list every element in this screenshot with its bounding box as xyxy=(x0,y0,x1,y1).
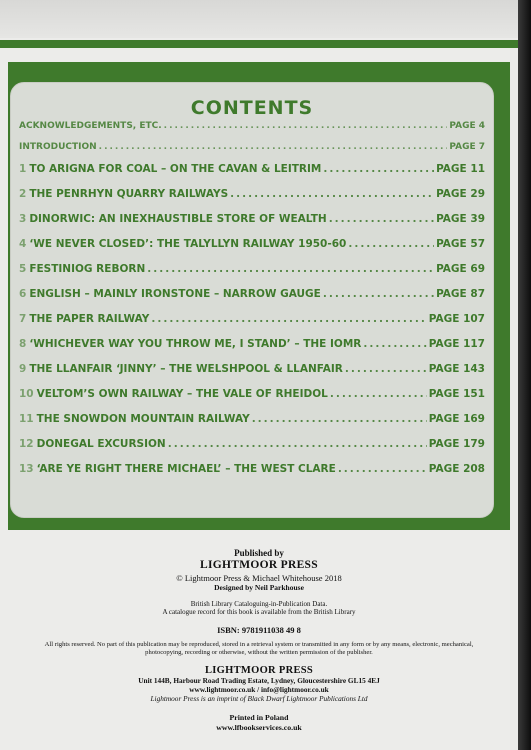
contents-panel xyxy=(10,82,494,518)
toc-entry-title: DINORWIC: AN INEXHAUSTIBLE STORE OF WEALTH xyxy=(29,213,327,225)
toc-leader-dots xyxy=(363,338,426,350)
toc-entry-number: 5 xyxy=(19,263,27,275)
toc-entry-number: 12 xyxy=(19,438,34,450)
toc-entry-title: THE PENRHYN QUARRY RAILWAYS xyxy=(29,188,229,200)
top-margin-strip xyxy=(0,0,518,38)
toc-entry-page: PAGE 4 xyxy=(449,121,485,131)
toc-entry xyxy=(19,438,485,463)
toc-entry xyxy=(19,363,485,388)
toc-entry-number: 9 xyxy=(19,363,27,375)
printed-in: Printed in Poland xyxy=(229,713,289,723)
toc-entry-page: PAGE 57 xyxy=(436,238,485,250)
toc-entry xyxy=(19,388,485,413)
toc-entry xyxy=(19,188,485,213)
toc-entry-page: PAGE 169 xyxy=(428,413,485,425)
publisher-name: LIGHTMOOR PRESS xyxy=(200,558,318,571)
toc-entry-number: 7 xyxy=(19,313,27,325)
toc-entry-title: ENGLISH – MAINLY IRONSTONE – NARROW GAUGE xyxy=(29,288,321,300)
table-of-contents xyxy=(19,121,485,488)
page-edge-shadow xyxy=(518,0,531,750)
green-top-band xyxy=(0,40,518,48)
publisher-name-repeat: LIGHTMOOR PRESS xyxy=(204,664,314,676)
toc-entry-page: PAGE 69 xyxy=(436,263,485,275)
toc-entry-page: PAGE 143 xyxy=(428,363,485,375)
toc-entry xyxy=(19,338,485,363)
toc-entry xyxy=(19,213,485,238)
toc-entry-number: 8 xyxy=(19,338,27,350)
published-by-line: Published by xyxy=(234,548,284,558)
imprint-note: Lightmoor Press is an imprint of Black Dwarf Lightmoor Publications Ltd xyxy=(150,693,368,703)
toc-leader-dots xyxy=(168,438,427,450)
toc-entry-title: INTRODUCTION xyxy=(19,142,97,152)
copyright-line: © Lightmoor Press & Michael Whitehouse 2018 xyxy=(176,572,342,583)
toc-entry-title: ‘WE NEVER CLOSED’: THE TALYLLYN RAILWAY 1950-60 xyxy=(29,238,347,250)
toc-entry xyxy=(19,121,485,142)
toc-entry-page: PAGE 107 xyxy=(428,313,485,325)
toc-entry-number: 3 xyxy=(19,213,27,225)
toc-entry-page: PAGE 87 xyxy=(436,288,485,300)
printer-web: www.lfbookservices.co.uk xyxy=(216,722,302,732)
rights-notice: All rights reserved. No part of this publication may be reproduced, stored in a retrieval system or transmitted in any form or by any means, electronic, mechanical, photocopying, recording or otherwise, without the written permission of the publisher. xyxy=(44,640,474,656)
toc-entry-title: TO ARIGNA FOR COAL – ON THE CAVAN & LEITRIM xyxy=(29,163,322,175)
toc-entry xyxy=(19,313,485,338)
toc-leader-dots xyxy=(330,388,427,400)
toc-entry-number: 4 xyxy=(19,238,27,250)
toc-entry-number: 2 xyxy=(19,188,27,200)
toc-entry-title: THE LLANFAIR ‘JINNY’ – THE WELSHPOOL & LLANFAIR xyxy=(29,363,343,375)
toc-entry xyxy=(19,142,485,163)
toc-entry-title: ACKNOWLEDGEMENTS, ETC. xyxy=(19,121,162,131)
toc-leader-dots xyxy=(348,238,434,250)
toc-entry-page: PAGE 151 xyxy=(428,388,485,400)
toc-entry xyxy=(19,263,485,288)
toc-entry-title: VELTOM’S OWN RAILWAY – THE VALE OF RHEIDOL xyxy=(36,388,328,400)
toc-leader-dots xyxy=(329,213,434,225)
isbn: ISBN: 9781911038 49 8 xyxy=(217,624,301,635)
toc-entry-title: THE SNOWDON MOUNTAIN RAILWAY xyxy=(36,413,250,425)
cip-line-1: British Library Cataloguing-in-Publication Data. xyxy=(190,599,328,608)
toc-entry-page: PAGE 39 xyxy=(436,213,485,225)
toc-leader-dots xyxy=(345,363,427,375)
toc-entry-title: DONEGAL EXCURSION xyxy=(36,438,166,450)
publisher-address: Unit 144B, Harbour Road Trading Estate, Lydney, Gloucestershire GL15 4EJ xyxy=(138,676,380,686)
toc-entry-page: PAGE 7 xyxy=(449,142,485,152)
cip-line-2: A catalogue record for this book is available from the British Library xyxy=(162,608,356,617)
toc-leader-dots xyxy=(323,288,434,300)
toc-entry-title: THE PAPER RAILWAY xyxy=(29,313,150,325)
toc-entry-page: PAGE 11 xyxy=(436,163,485,175)
toc-entry-title: FESTINIOG REBORN xyxy=(29,263,146,275)
toc-entry-page: PAGE 179 xyxy=(428,438,485,450)
toc-entry-number: 1 xyxy=(19,163,27,175)
toc-entry-title: ‘ARE YE RIGHT THERE MICHAEL’ – THE WEST CLARE xyxy=(36,463,336,475)
toc-entry xyxy=(19,413,485,438)
toc-entry-number: 13 xyxy=(19,463,34,475)
toc-leader-dots xyxy=(99,142,448,152)
toc-entry xyxy=(19,163,485,188)
publisher-web: www.lightmoor.co.uk / info@lightmoor.co.uk xyxy=(189,684,329,694)
toc-leader-dots xyxy=(252,413,427,425)
contents-heading: CONTENTS xyxy=(190,97,314,119)
designer-credit: Designed by Neil Parkhouse xyxy=(214,582,304,592)
toc-leader-dots xyxy=(338,463,427,475)
toc-entry-title: ‘WHICHEVER WAY YOU THROW ME, I STAND’ – THE IOMR xyxy=(29,338,362,350)
toc-leader-dots xyxy=(164,121,448,131)
toc-leader-dots xyxy=(147,263,434,275)
toc-entry-page: PAGE 208 xyxy=(428,463,485,475)
toc-entry xyxy=(19,288,485,313)
toc-entry-number: 11 xyxy=(19,413,34,425)
imprint-block xyxy=(0,548,518,732)
toc-entry-page: PAGE 117 xyxy=(428,338,485,350)
toc-leader-dots xyxy=(230,188,434,200)
toc-entry xyxy=(19,463,485,488)
toc-entry-number: 6 xyxy=(19,288,27,300)
toc-entry-page: PAGE 29 xyxy=(436,188,485,200)
toc-leader-dots xyxy=(151,313,426,325)
toc-leader-dots xyxy=(323,163,434,175)
toc-entry xyxy=(19,238,485,263)
toc-entry-number: 10 xyxy=(19,388,34,400)
